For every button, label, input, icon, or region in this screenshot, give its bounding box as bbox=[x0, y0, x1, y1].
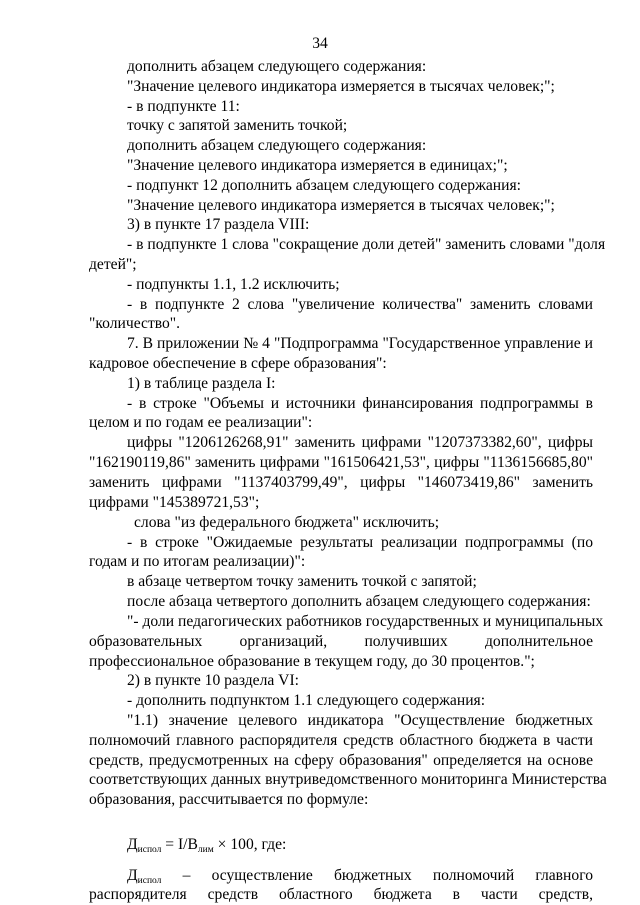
text-line: дополнить абзацем следующего содержания: bbox=[127, 137, 427, 154]
text-line: - в подпункте 11: bbox=[127, 98, 240, 115]
text-line: цифры "1206126268,91" заменить цифрами "1207373382,60", цифры bbox=[127, 434, 593, 451]
text-line: 2) в пункте 10 раздела VI: bbox=[127, 672, 299, 689]
formula-d: Д bbox=[127, 836, 138, 853]
text-line: детей"; bbox=[89, 256, 137, 273]
formula-d-subscript: испол bbox=[137, 845, 162, 855]
text-line: - в строке "Ожидаемые результаты реализации подпрограммы (по bbox=[127, 534, 593, 551]
text-line: - подпункты 1.1, 1.2 исключить; bbox=[127, 276, 340, 293]
text-line: "Значение целевого индикатора измеряется в тысячах человек;"; bbox=[127, 197, 555, 214]
text-line: годам и по итогам реализации)": bbox=[89, 553, 306, 570]
text-line: "162190119,86" заменить цифрами "161506421,53", цифры "1136156685,80" bbox=[89, 454, 593, 471]
text-line: "количество". bbox=[89, 315, 181, 332]
text-line: "1.1) значение целевого индикатора "Осуществление бюджетных bbox=[127, 712, 593, 729]
definition-d-subscript: испол bbox=[137, 876, 162, 886]
text-line: целом и по годам ее реализации": bbox=[89, 414, 313, 431]
text-line: - подпункт 12 дополнить абзацем следующего содержания: bbox=[127, 177, 521, 194]
text-line: профессиональное образование в текущем году, до 30 процентов."; bbox=[89, 653, 535, 670]
formula-b-subscript: лим bbox=[197, 845, 214, 855]
page-number: 34 bbox=[312, 35, 328, 52]
text-line: соответствующих данных внутриведомственного мониторинга Министерства bbox=[89, 771, 607, 788]
text-line: - дополнить подпунктом 1.1 следующего содержания: bbox=[127, 692, 486, 709]
definition-text: – осуществление бюджетных полномочий главного bbox=[161, 867, 593, 884]
text-line: - в подпункте 1 слова "сокращение доли детей" заменить словами "доля bbox=[127, 236, 606, 253]
formula bbox=[127, 835, 593, 860]
text-line: 1) в таблице раздела I: bbox=[127, 375, 276, 392]
text-line: точку с запятой заменить точкой; bbox=[127, 117, 348, 134]
definition-d: Д bbox=[127, 867, 138, 884]
text-line: после абзаца четвертого дополнить абзацем следующего содержания: bbox=[127, 593, 591, 610]
text-line: - в строке "Объемы и источники финансирования подпрограммы в bbox=[127, 395, 593, 412]
text-line: "Значение целевого индикатора измеряется в единицах;"; bbox=[127, 157, 508, 174]
text-line: полномочий главного распорядителя средств областного бюджета в части bbox=[89, 732, 593, 749]
text-line: образовательных организаций, получивших дополнительное bbox=[89, 633, 593, 650]
formula-mid: = I/В bbox=[161, 836, 198, 853]
text-line: кадровое обеспечение в сфере образования": bbox=[89, 355, 387, 372]
text-line: "- доли педагогических работников государственных и муниципальных bbox=[127, 613, 604, 630]
text-line: дополнить абзацем следующего содержания: bbox=[127, 58, 427, 75]
text-line: цифрами "145389721,53"; bbox=[89, 494, 260, 511]
text-line: слова "из федерального бюджета" исключить; bbox=[134, 514, 440, 531]
text-line: 3) в пункте 17 раздела VIII: bbox=[127, 216, 310, 233]
text-line: средств, предусмотренных на сферу образования" определяется на основе bbox=[89, 752, 593, 769]
text-line: 7. В приложении № 4 "Подпрограмма "Государственное управление и bbox=[127, 335, 593, 352]
text-line: "Значение целевого индикатора измеряется в тысячах человек;"; bbox=[127, 78, 555, 95]
definition-line: распорядителя средств областного бюджета в части средств, bbox=[89, 886, 593, 903]
text-line: в абзаце четвертом точку заменить точкой с запятой; bbox=[127, 573, 477, 590]
formula-tail: × 100, где: bbox=[213, 836, 287, 853]
text-line: заменить цифрами "1137403799,49", цифры "146073419,86" заменить bbox=[89, 474, 593, 491]
text-line: - в подпункте 2 слова "увеличение количества" заменить словами bbox=[127, 296, 593, 313]
text-line: образования, рассчитывается по формуле: bbox=[89, 791, 369, 808]
